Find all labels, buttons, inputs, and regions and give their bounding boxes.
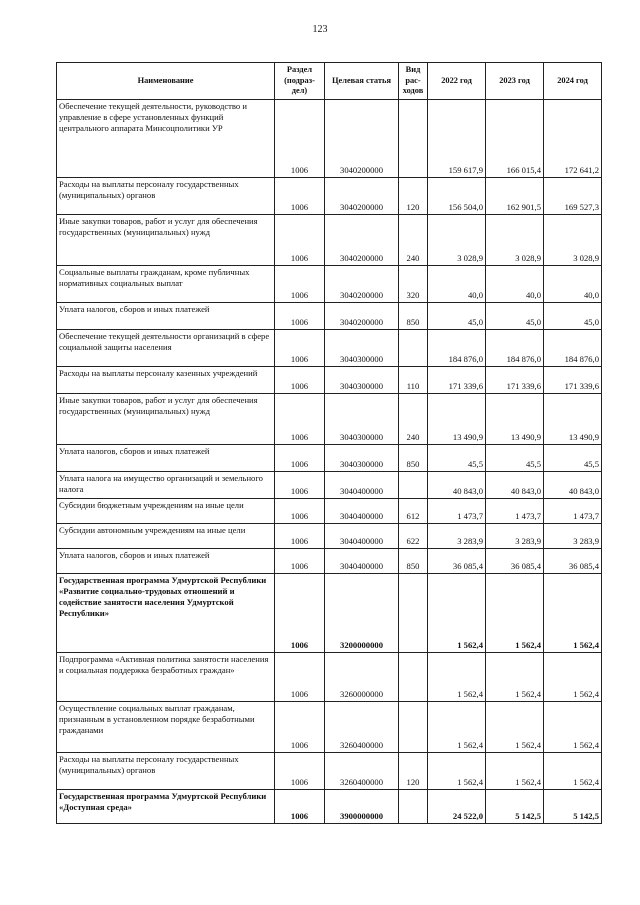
cell-section: 1006 xyxy=(275,653,325,702)
cell-expense-type: 120 xyxy=(399,753,428,790)
budget-table xyxy=(56,62,602,824)
table-row xyxy=(57,549,602,574)
cell-2022: 13 490,9 xyxy=(428,394,486,445)
cell-target: 3260400000 xyxy=(325,702,399,753)
cell-section: 1006 xyxy=(275,790,325,824)
header-expense-type: Вид рас-ходов xyxy=(399,63,428,100)
cell-target: 3040200000 xyxy=(325,100,399,178)
cell-2023: 184 876,0 xyxy=(486,330,544,367)
table-row xyxy=(57,178,602,215)
cell-target: 3040200000 xyxy=(325,215,399,266)
cell-expense-type xyxy=(399,653,428,702)
cell-2022: 1 562,4 xyxy=(428,702,486,753)
cell-2024: 13 490,9 xyxy=(544,394,602,445)
cell-target: 3900000000 xyxy=(325,790,399,824)
cell-2023: 1 562,4 xyxy=(486,702,544,753)
table-row xyxy=(57,266,602,303)
cell-2022: 1 562,4 xyxy=(428,753,486,790)
cell-target: 3040200000 xyxy=(325,178,399,215)
cell-section: 1006 xyxy=(275,215,325,266)
cell-2024: 40 843,0 xyxy=(544,472,602,499)
cell-target: 3040300000 xyxy=(325,330,399,367)
cell-expense-type xyxy=(399,790,428,824)
cell-2024: 5 142,5 xyxy=(544,790,602,824)
cell-2024: 169 527,3 xyxy=(544,178,602,215)
cell-name: Расходы на выплаты персоналу казенных учреждений xyxy=(57,367,275,394)
cell-2023: 36 085,4 xyxy=(486,549,544,574)
cell-2022: 3 028,9 xyxy=(428,215,486,266)
table-row xyxy=(57,472,602,499)
cell-target: 3260400000 xyxy=(325,753,399,790)
cell-2022: 1 473,7 xyxy=(428,499,486,524)
cell-target: 3040400000 xyxy=(325,499,399,524)
cell-section: 1006 xyxy=(275,499,325,524)
cell-name: Уплата налогов, сборов и иных платежей xyxy=(57,303,275,330)
cell-name: Государственная программа Удмуртской Республики «Развитие социально-трудовых отношений и содействие занятости населения Удмуртской Республики» xyxy=(57,574,275,653)
table-row xyxy=(57,499,602,524)
page-number: 123 xyxy=(312,24,328,35)
cell-expense-type xyxy=(399,574,428,653)
cell-expense-type xyxy=(399,472,428,499)
cell-2022: 36 085,4 xyxy=(428,549,486,574)
cell-section: 1006 xyxy=(275,702,325,753)
cell-expense-type: 850 xyxy=(399,445,428,472)
cell-2023: 45,5 xyxy=(486,445,544,472)
cell-name: Обеспечение текущей деятельности организаций в сфере социальной защиты населения xyxy=(57,330,275,367)
cell-2023: 162 901,5 xyxy=(486,178,544,215)
cell-name: Расходы на выплаты персоналу государственных (муниципальных) органов xyxy=(57,178,275,215)
cell-2023: 13 490,9 xyxy=(486,394,544,445)
table-row xyxy=(57,753,602,790)
table-row xyxy=(57,574,602,653)
cell-2022: 184 876,0 xyxy=(428,330,486,367)
cell-name: Иные закупки товаров, работ и услуг для обеспечения государственных (муниципальных) нужд xyxy=(57,394,275,445)
cell-section: 1006 xyxy=(275,394,325,445)
cell-section: 1006 xyxy=(275,266,325,303)
table-row xyxy=(57,702,602,753)
cell-2023: 40 843,0 xyxy=(486,472,544,499)
cell-target: 3040200000 xyxy=(325,266,399,303)
cell-2022: 159 617,9 xyxy=(428,100,486,178)
table-row xyxy=(57,524,602,549)
cell-section: 1006 xyxy=(275,330,325,367)
cell-target: 3040300000 xyxy=(325,367,399,394)
header-section: Раздел (подраз-дел) xyxy=(275,63,325,100)
cell-2024: 36 085,4 xyxy=(544,549,602,574)
cell-name: Субсидии автономным учреждениям на иные цели xyxy=(57,524,275,549)
cell-2022: 40 843,0 xyxy=(428,472,486,499)
cell-expense-type: 240 xyxy=(399,394,428,445)
cell-name: Социальные выплаты гражданам, кроме публичных нормативных социальных выплат xyxy=(57,266,275,303)
cell-2024: 1 473,7 xyxy=(544,499,602,524)
cell-expense-type: 622 xyxy=(399,524,428,549)
table-row xyxy=(57,100,602,178)
cell-expense-type: 850 xyxy=(399,549,428,574)
cell-target: 3040400000 xyxy=(325,472,399,499)
cell-expense-type: 240 xyxy=(399,215,428,266)
cell-2024: 3 283,9 xyxy=(544,524,602,549)
cell-2023: 45,0 xyxy=(486,303,544,330)
cell-2023: 3 283,9 xyxy=(486,524,544,549)
cell-name: Субсидии бюджетным учреждениям на иные цели xyxy=(57,499,275,524)
header-row xyxy=(57,63,602,100)
cell-2022: 40,0 xyxy=(428,266,486,303)
cell-name: Расходы на выплаты персоналу государственных (муниципальных) органов xyxy=(57,753,275,790)
cell-2022: 156 504,0 xyxy=(428,178,486,215)
cell-2024: 1 562,4 xyxy=(544,753,602,790)
table-row xyxy=(57,367,602,394)
cell-expense-type: 850 xyxy=(399,303,428,330)
cell-target: 3040200000 xyxy=(325,303,399,330)
cell-name: Уплата налога на имущество организаций и земельного налога xyxy=(57,472,275,499)
cell-section: 1006 xyxy=(275,367,325,394)
cell-2024: 172 641,2 xyxy=(544,100,602,178)
cell-section: 1006 xyxy=(275,472,325,499)
cell-target: 3040400000 xyxy=(325,524,399,549)
table-row xyxy=(57,330,602,367)
cell-section: 1006 xyxy=(275,549,325,574)
cell-2022: 45,5 xyxy=(428,445,486,472)
cell-expense-type: 120 xyxy=(399,178,428,215)
cell-2022: 3 283,9 xyxy=(428,524,486,549)
cell-expense-type xyxy=(399,330,428,367)
cell-2024: 40,0 xyxy=(544,266,602,303)
cell-2023: 1 473,7 xyxy=(486,499,544,524)
cell-target: 3040400000 xyxy=(325,549,399,574)
cell-2024: 171 339,6 xyxy=(544,367,602,394)
cell-section: 1006 xyxy=(275,178,325,215)
header-2023: 2023 год xyxy=(486,63,544,100)
table-row xyxy=(57,445,602,472)
cell-2024: 3 028,9 xyxy=(544,215,602,266)
cell-target: 3200000000 xyxy=(325,574,399,653)
cell-section: 1006 xyxy=(275,574,325,653)
cell-expense-type: 110 xyxy=(399,367,428,394)
cell-2024: 184 876,0 xyxy=(544,330,602,367)
cell-name: Государственная программа Удмуртской Республики «Доступная среда» xyxy=(57,790,275,824)
cell-section: 1006 xyxy=(275,303,325,330)
cell-section: 1006 xyxy=(275,524,325,549)
cell-target: 3040300000 xyxy=(325,445,399,472)
cell-section: 1006 xyxy=(275,753,325,790)
cell-2023: 1 562,4 xyxy=(486,653,544,702)
cell-2023: 3 028,9 xyxy=(486,215,544,266)
cell-2023: 1 562,4 xyxy=(486,753,544,790)
cell-2023: 171 339,6 xyxy=(486,367,544,394)
cell-target: 3260000000 xyxy=(325,653,399,702)
cell-2022: 24 522,0 xyxy=(428,790,486,824)
cell-target: 3040300000 xyxy=(325,394,399,445)
table-row xyxy=(57,303,602,330)
cell-2023: 166 015,4 xyxy=(486,100,544,178)
header-name: Наименование xyxy=(57,63,275,100)
cell-2024: 1 562,4 xyxy=(544,702,602,753)
cell-2022: 45,0 xyxy=(428,303,486,330)
table-row xyxy=(57,394,602,445)
cell-2024: 45,5 xyxy=(544,445,602,472)
cell-expense-type xyxy=(399,100,428,178)
cell-2022: 1 562,4 xyxy=(428,653,486,702)
cell-2023: 40,0 xyxy=(486,266,544,303)
cell-name: Подпрограмма «Активная политика занятости населения и социальная поддержка безработных граждан» xyxy=(57,653,275,702)
table-row xyxy=(57,653,602,702)
cell-section: 1006 xyxy=(275,445,325,472)
cell-2022: 171 339,6 xyxy=(428,367,486,394)
table-row xyxy=(57,790,602,824)
cell-2024: 1 562,4 xyxy=(544,574,602,653)
cell-expense-type xyxy=(399,702,428,753)
cell-name: Осуществление социальных выплат гражданам, признанным в установленном порядке безработными гражданами xyxy=(57,702,275,753)
cell-section: 1006 xyxy=(275,100,325,178)
cell-name: Иные закупки товаров, работ и услуг для обеспечения государственных (муниципальных) нужд xyxy=(57,215,275,266)
header-2024: 2024 год xyxy=(544,63,602,100)
cell-name: Уплата налогов, сборов и иных платежей xyxy=(57,549,275,574)
cell-2022: 1 562,4 xyxy=(428,574,486,653)
cell-name: Обеспечение текущей деятельности, руководство и управление в сфере установленных функций центрального аппарата Минсоцполитики УР xyxy=(57,100,275,178)
cell-name: Уплата налогов, сборов и иных платежей xyxy=(57,445,275,472)
cell-expense-type: 320 xyxy=(399,266,428,303)
cell-2023: 5 142,5 xyxy=(486,790,544,824)
cell-expense-type: 612 xyxy=(399,499,428,524)
table-row xyxy=(57,215,602,266)
cell-2024: 1 562,4 xyxy=(544,653,602,702)
cell-2023: 1 562,4 xyxy=(486,574,544,653)
header-target: Целевая статья xyxy=(325,63,399,100)
header-2022: 2022 год xyxy=(428,63,486,100)
cell-2024: 45,0 xyxy=(544,303,602,330)
